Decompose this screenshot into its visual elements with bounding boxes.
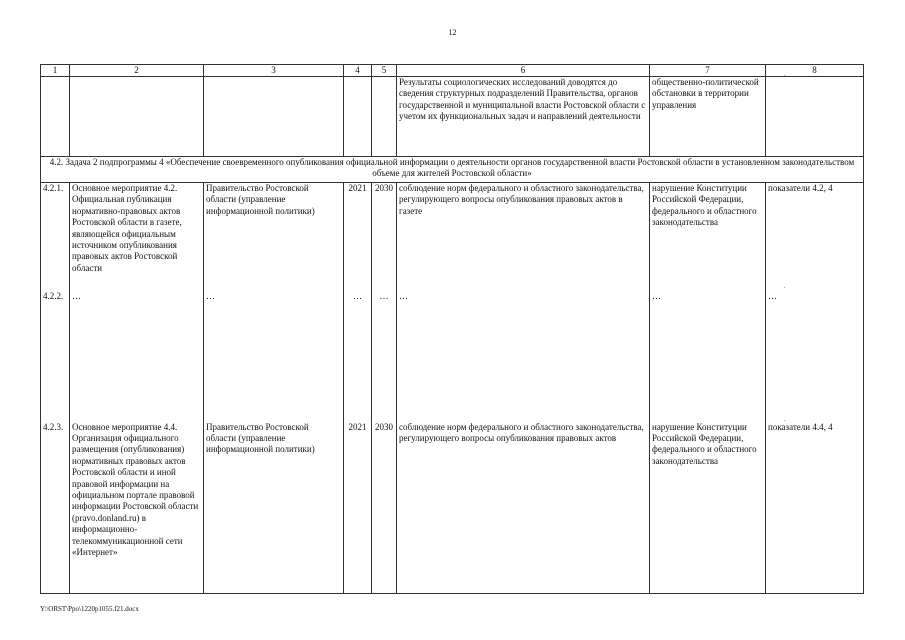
expected-result: … <box>397 291 650 422</box>
executor: … <box>204 291 344 422</box>
row-number: 4.2.3. <box>41 422 70 594</box>
empty-cell <box>766 77 864 157</box>
end-year: 2030 <box>372 422 397 594</box>
table-row <box>41 291 864 422</box>
file-path-footer: Y:\ORST\Ppo\1220p1055.f21.docx <box>40 605 139 613</box>
start-year: 2021 <box>344 422 372 594</box>
empty-cell <box>41 77 70 157</box>
table-row <box>41 183 864 291</box>
indicator-link: … <box>766 291 864 422</box>
column-header: 3 <box>204 65 344 77</box>
column-header: 2 <box>70 65 204 77</box>
column-header: 8 <box>766 65 864 77</box>
page-number: 12 <box>448 28 457 37</box>
consequences: … <box>650 291 766 422</box>
section-heading-row <box>41 157 864 183</box>
start-year: … <box>344 291 372 422</box>
indicator-link: показатели 4.2, 4 <box>766 183 864 291</box>
consequences: нарушение Конституции Российской Федерации, федерального и областного законодательства <box>650 183 766 291</box>
measure-name: Основное мероприятие 4.2. Официальная публикация нормативно-правовых актов Ростовской области в газете, являющейся официальным источником опубликования правовых актов Ростовской области <box>70 183 204 291</box>
margin-mark: . <box>784 417 786 423</box>
empty-cell <box>70 77 204 157</box>
table-row <box>41 422 864 594</box>
end-year: … <box>372 291 397 422</box>
empty-cell <box>344 77 372 157</box>
column-header: 4 <box>344 65 372 77</box>
empty-cell <box>204 77 344 157</box>
section-heading: 4.2. Задача 2 подпрограммы 4 «Обеспечение своевременного опубликования официальной информации о деятельности органов государственной власти Ростовской области в установленном законодательством объеме для жителей Ростовской области» <box>41 157 864 183</box>
row-number: 4.2.2. <box>41 291 70 422</box>
margin-mark: . <box>784 72 786 78</box>
row-number: 4.2.1. <box>41 183 70 291</box>
column-header: 6 <box>397 65 650 77</box>
executor: Правительство Ростовской области (управление информационной политики) <box>204 422 344 594</box>
measure-name: Основное мероприятие 4.4. Организация официального размещения (опубликования) нормативных правовых актов Ростовской области и иной правовой информации на официальном портале правовой информации Ростовской области (pravo.donland.ru) в информационно-телекоммуникационной сети «Интернет» <box>70 422 204 594</box>
expected-result: соблюдение норм федерального и областного законодательства, регулирующего вопросы опубликования правовых актов <box>397 422 650 594</box>
column-header: 5 <box>372 65 397 77</box>
risk-description: общественно-политической обстановки в территории управления <box>650 77 766 157</box>
indicator-link: показатели 4.4, 4 <box>766 422 864 594</box>
consequences: нарушение Конституции Российской Федерации, федерального и областного законодательства <box>650 422 766 594</box>
margin-mark: . <box>784 284 786 290</box>
column-number-row <box>41 65 864 77</box>
program-table <box>40 64 864 594</box>
column-header: 7 <box>650 65 766 77</box>
continuation-row <box>41 77 864 157</box>
executor: Правительство Ростовской области (управление информационной политики) <box>204 183 344 291</box>
column-header: 1 <box>41 65 70 77</box>
empty-cell <box>372 77 397 157</box>
start-year: 2021 <box>344 183 372 291</box>
expected-result: соблюдение норм федерального и областного законодательства, регулирующего вопросы опубликования правовых актов в газете <box>397 183 650 291</box>
end-year: 2030 <box>372 183 397 291</box>
result-description: Результаты социологических исследований доводятся до сведения структурных подразделений Правительства, органов государственной и муниципальной власти Ростовской области с учетом их функциональных задач и направлений деятельности <box>397 77 650 157</box>
measure-name: … <box>70 291 204 422</box>
